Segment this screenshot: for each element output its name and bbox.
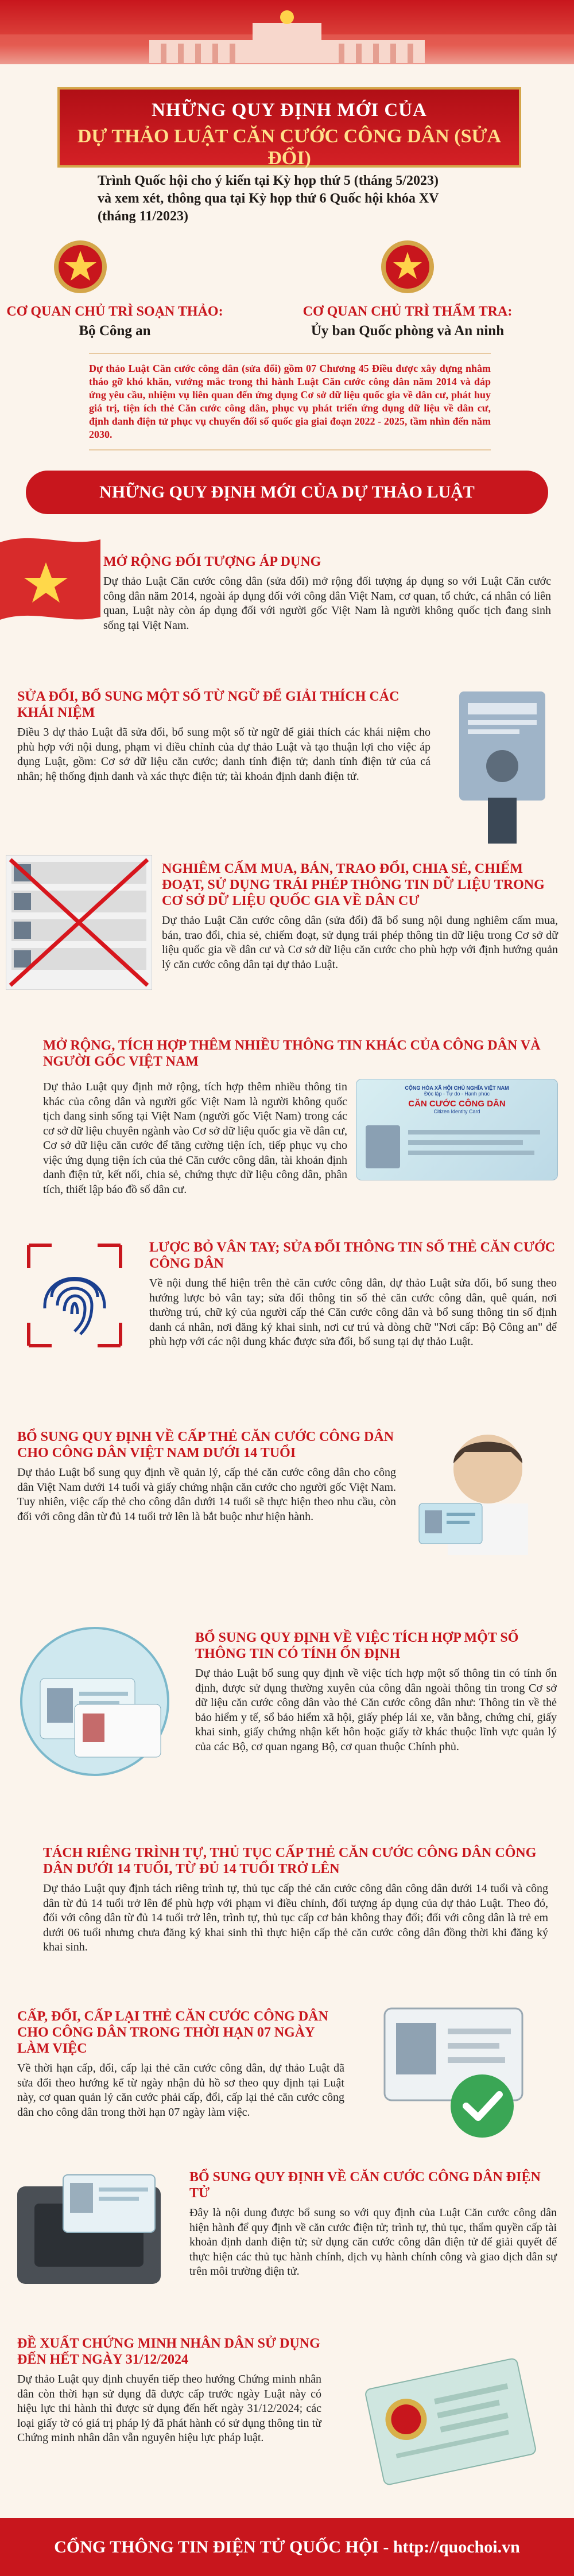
review-agency-value: Ủy ban Quốc phòng và An ninh: [311, 323, 505, 339]
item-body: Đây là nội dung được bổ sung so với quy định của Luật Căn cước công dân hiện hành để quy định về căn cước điện tử; trình tự, thủ tục, thẩm quyền cấp tài khoản định danh điện tử; sử dụng căn cước công dân điện tử để giải quyết để thực hiện các thủ tục hành chính, dịch vụ hành chính công và giao dịch dân sự trên môi trường điện tử.: [189, 2206, 557, 2278]
item-8: [43, 1845, 548, 1955]
item-body: Về nội dung thể hiện trên thẻ căn cước công dân, dự thảo Luật sửa đổi, bổ sung theo hướng lược bỏ vân tay; sửa đổi thông tin số thẻ căn cước công dân, quê quán, nơi thường trú, chữ ký của người cấp thẻ Căn cước công dân và bổ sung thông tin số định danh cá nhân, nơi đăng ký khai sinh, nơi cư trú và dòng chữ "Nơi cấp: Bộ Công an" để phù hợp với các nội dung khác được sửa đổi, bổ sung tại dự thảo Luật.: [149, 1277, 557, 1348]
intro-text: [98, 172, 494, 226]
item-heading: MỞ RỘNG ĐỐI TƯỢNG ÁP DỤNG: [103, 554, 321, 569]
item-heading: ĐỀ XUẤT CHỨNG MINH NHÂN DÂN SỬ DỤNG ĐẾN HẾT NGÀY 31/12/2024: [17, 2336, 320, 2367]
card-scanner-illustration: [11, 2163, 184, 2295]
card-line: [408, 1130, 540, 1134]
page-title-line2: DỰ THẢO LUẬT CĂN CƯỚC CÔNG DÂN (SỬA ĐỔI): [77, 126, 502, 169]
item-body: Dự thảo Luật quy định tách riêng trình tự, thủ tục cấp thẻ căn cước công dân công dân dưới 14 tuổi và công dân từ đủ 14 tuổi trở lên để phù hợp với phạm vi điều chỉnh, đối tượng áp dụng của dự thảo Luật. Theo đó, đối với công dân từ đủ 14 tuổi trở lên, trình tự, thủ tục cấp cơ bản không thay đổi; đối với công dân là trẻ em dưới 06 tuổi nhưng chưa đăng ký khai sinh thì thực hiện cấp thẻ căn cước công dân đồng thời khi đăng ký khai sinh.: [43, 1882, 548, 1953]
item-body: Dự thảo Luật bổ sung quy định về quản lý, cấp thẻ căn cước công dân cho công dân Việt Nam dưới 14 tuổi và giấy chứng nhận căn cước cho người gốc Việt Nam. Tuy nhiên, việc cấp thẻ cho công dân dưới 14 tuổi sẽ thực hiện theo nhu cầu, còn đối với công dân từ đủ 14 tuổi trở lên là bắt buộc như hiện hành.: [17, 1466, 396, 1523]
item-heading: TÁCH RIÊNG TRÌNH TỰ, THỦ TỤC CẤP THẺ CĂN CƯỚC CÔNG DÂN CÔNG DÂN DƯỚI 14 TUỔI, TỪ ĐỦ 14 TUỔI TRỞ LÊN: [43, 1845, 537, 1876]
item-9: [17, 2008, 344, 2120]
card-subtitle: Citizen Identity Card: [433, 1109, 480, 1114]
intro-line: (tháng 11/2023): [98, 209, 189, 224]
child-id-card-illustration: [413, 1417, 557, 1558]
item-4: [43, 1080, 347, 1197]
item-body: Điều 3 dự thảo Luật đã sửa đổi, bổ sung một số từ ngữ để giải thích các khái niệm cho phù hợp với nội dung, phạm vi điều chỉnh của dự thảo Luật và tạo thuận lợi cho việc áp dụng Luật, gồm: Cơ sở dữ liệu căn cước; danh tính điện tử; danh tính điện tử của cá nhân; hệ thống định danh và xác thực điện tử; tài khoản định danh điện tử.: [17, 726, 430, 783]
approved-card-check-icon: [367, 1997, 551, 2149]
id-cards-circle-illustration: [17, 1624, 172, 1782]
item-body: Về thời hạn cấp, đổi, cấp lại thẻ căn cước công dân, dự thảo Luật đã sửa đổi theo hướng kể từ ngày nhận đủ hồ sơ theo quy định tại Luật này, cơ quan quản lý căn cước phải cấp, đổi, cấp lại thẻ căn cước công dân cho công dân trong thời hạn 07 ngày làm việc.: [17, 2062, 344, 2119]
review-agency: [287, 304, 528, 339]
card-photo: [366, 1125, 400, 1168]
intro-line: và xem xét, thông qua tại Kỳ họp thứ 6 Quốc hội khóa XV: [98, 191, 439, 206]
police-emblem-icon: [52, 238, 109, 298]
drafting-agency-value: Bộ Công an: [79, 323, 151, 339]
item-3: [162, 861, 558, 972]
card-line: [408, 1151, 534, 1155]
item-heading: CẤP, ĐỔI, CẤP LẠI THẺ CĂN CƯỚC CÔNG DÂN CHO CÔNG DÂN TRONG THỜI HẠN 07 NGÀY LÀM VIỆC: [17, 2009, 328, 2056]
item-body: Dự thảo Luật bổ sung quy định về việc tích hợp một số thông tin có tính ổn định, được sử dụng thường xuyên của công dân ngoài thông tin trong Cơ sở dữ liệu căn cước công dân vào thẻ Căn cước công dân như: Thông tin về thẻ bảo hiểm y tế, sổ bảo hiểm xã hội, giấy phép lái xe, văn bằng, chứng chỉ, giấy khai sinh, giấy chứng nhận kết hôn hoặc giấy tờ khác thuộc lĩnh vực quản lý của các Bộ, cơ quan ngang Bộ, cơ quan thuộc Chính phủ.: [195, 1667, 557, 1753]
item-body: Dự thảo Luật Căn cước công dân (sửa đổi) đã bổ sung nội dung nghiêm cấm mua, bán, trao đổi, chia sẻ, chiếm đoạt, sử dụng trái phép thông tin dữ liệu trong Cơ sở dữ liệu quốc gia về dân cư và Cơ sở dữ liệu căn cước cho phù hợp với định hướng quản lý căn cước công dân tại dự thảo Luật.: [162, 914, 558, 971]
citizen-id-card-image: [356, 1079, 558, 1180]
item-heading: NGHIÊM CẤM MUA, BÁN, TRAO ĐỔI, CHIA SẺ, CHIẾM ĐOẠT, SỬ DỤNG TRÁI PHÉP THÔNG TIN DỮ LIỆU TRONG CƠ SỞ DỮ LIỆU QUỐC GIA VỀ DÂN CƯ: [162, 861, 545, 908]
fingerprint-icon: [17, 1234, 132, 1360]
item-body: Dự thảo Luật quy định mở rộng, tích hợp thêm nhiều thông tin khác của công dân và người gốc Việt Nam là người không quốc tịch đang sinh sống tại Việt Nam (người gốc Việt Nam) trong các cơ sở dữ liệu chuyên ngành vào Cơ sở dữ liệu quốc gia về dân cư, Cơ sở dữ liệu căn cước để tăng cường tiện ích, tiếp phục vụ cho việc ứng dụng tiện ích của thẻ Căn cước công dân, tài khoản định danh điện tử, kết nối, chia sẻ, chứng thực dữ liệu công dân, phân tích, thiết lập báo đồ số dân cư.: [43, 1081, 347, 1196]
item-6: [17, 1429, 396, 1524]
parliament-building-illustration: [0, 0, 574, 64]
item-2: [17, 689, 430, 784]
flag-illustration: [0, 531, 100, 648]
footer: CỔNG THÔNG TIN ĐIỆN TỬ QUỐC HỘI - http://quochoi.vn: [0, 2518, 574, 2576]
item-5: [149, 1240, 557, 1350]
review-agency-label: CƠ QUAN CHỦ TRÌ THẨM TRA:: [302, 304, 513, 319]
card-line: [408, 1140, 523, 1145]
card-title: CĂN CƯỚC CÔNG DÂN: [408, 1099, 506, 1109]
card-header-1: CỘNG HÒA XÃ HỘI CHỦ NGHĨA VIỆT NAM: [405, 1085, 509, 1091]
phone-screenshot-crossed-illustration: [6, 855, 152, 993]
item-heading: MỞ RỘNG, TÍCH HỢP THÊM NHIỀU THÔNG TIN KHÁC CỦA CÔNG DÂN VÀ NGƯỜI GỐC VIỆT NAM: [43, 1038, 541, 1069]
item-heading: SỬA ĐỔI, BỔ SUNG MỘT SỐ TỪ NGỮ ĐỂ GIẢI THÍCH CÁC KHÁI NIỆM: [17, 689, 400, 720]
summary-text: Dự thảo Luật Căn cước công dân (sửa đổi) gồm 07 Chương 45 Điều được xây dựng nhằm tháo gỡ khó khăn, vướng mắc trong thi hành Luật Căn cước công dân năm 2014 và đáp ứng yêu cầu, nhiệm vụ liên quan đến ứng dụng Cơ sở dữ liệu quốc gia về dân cư, phát huy giá trị, tiện ích thẻ Căn cước công dân, phục vụ phát triển ứng dụng dữ liệu về dân cư, định danh điện tử phục vụ chuyển đổi số quốc gia giai đoạn 2022 - 2025, tầm nhìn đến năm 2030.: [89, 353, 491, 450]
item-heading: BỔ SUNG QUY ĐỊNH VỀ VIỆC TÍCH HỢP MỘT SỐ THÔNG TIN CÓ TÍNH ỔN ĐỊNH: [195, 1630, 519, 1661]
page-title-line1: NHỮNG QUY ĐỊNH MỚI CỦA: [152, 100, 427, 121]
card-header-2: Độc lập - Tự do - Hạnh phúc: [424, 1091, 490, 1097]
section-title: NHỮNG QUY ĐỊNH MỚI CỦA DỰ THẢO LUẬT: [26, 471, 548, 514]
item-1: [103, 554, 551, 633]
item-body: Dự thảo Luật Căn cước công dân (sửa đổi) mở rộng đối tượng áp dụng so với Luật Căn cước công dân năm 2014, ngoài áp dụng đối với công dân Việt Nam, cơ quan, tổ chức, cá nhân có liên quan, Luật này còn áp dụng đối với người gốc Việt Nam là người không quốc tịch đang sinh sống tại Việt Nam.: [103, 575, 551, 632]
item-heading: LƯỢC BỎ VÂN TAY; SỬA ĐỔI THÔNG TIN SỐ THẺ CĂN CƯỚC CÔNG DÂN: [149, 1240, 556, 1271]
drafting-agency-label: CƠ QUAN CHỦ TRÌ SOẠN THẢO:: [6, 304, 223, 319]
top-banner: [0, 0, 574, 64]
page-title-box: [57, 87, 521, 168]
drafting-agency: [0, 304, 235, 339]
person-with-tablet-illustration: [448, 680, 557, 849]
national-emblem-icon: [379, 238, 436, 298]
item-10: [189, 2169, 557, 2279]
item-11: [17, 2336, 321, 2446]
item-7: [195, 1630, 557, 1754]
old-id-card-illustration: [344, 2344, 557, 2502]
item-heading: BỔ SUNG QUY ĐỊNH VỀ CĂN CƯỚC CÔNG DÂN ĐIỆN TỬ: [189, 2170, 541, 2201]
item-heading: BỔ SUNG QUY ĐỊNH VỀ CẤP THẺ CĂN CƯỚC CÔNG DÂN CHO CÔNG DÂN VIỆT NAM DƯỚI 14 TUỔI: [17, 1429, 394, 1460]
item-4-heading-wrap: [43, 1038, 548, 1070]
intro-line: Trình Quốc hội cho ý kiến tại Kỳ họp thứ 5 (tháng 5/2023): [98, 173, 439, 188]
item-body: Dự thảo Luật quy định chuyển tiếp theo hướng Chứng minh nhân dân còn thời hạn sử dụng đã được cấp trước ngày Luật này có hiệu lực thi hành thì được sử dụng đến hết ngày 31/12/2024; các loại giấy tờ có giá trị pháp lý đã phát hành có sử dụng thông tin từ Chứng minh nhân dân vẫn nguyên hiệu lực pháp luật.: [17, 2373, 321, 2444]
